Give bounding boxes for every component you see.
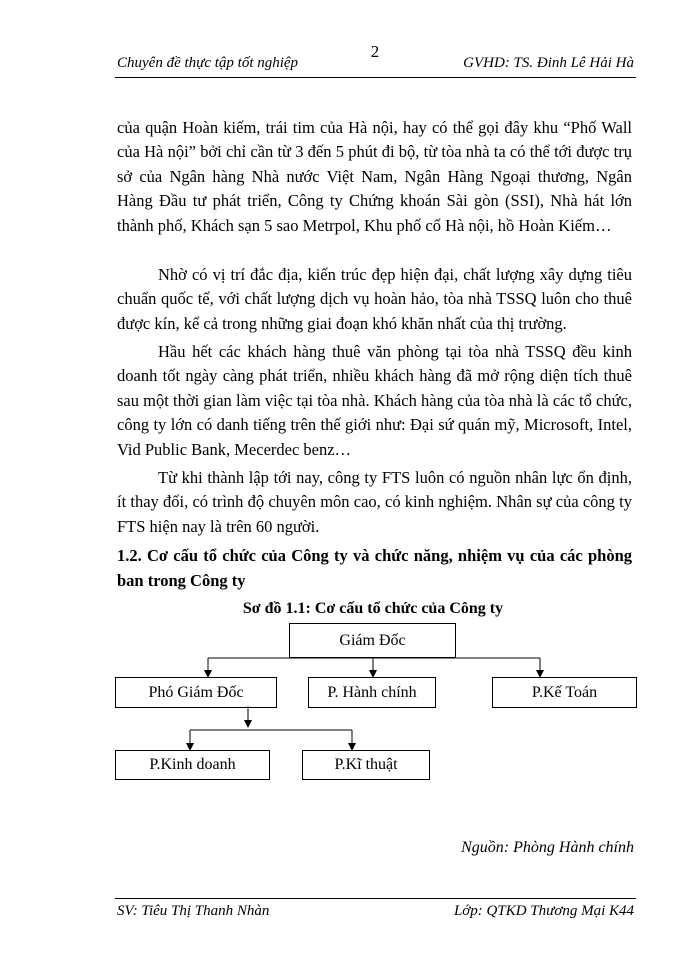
paragraph-3: Hầu hết các khách hàng thuê văn phòng tại tòa nhà TSSQ đều kinh doanh tốt ngày càng phát triển, nhiều khách hàng đã mở rộng diện tích thuê sau một thời gian làm việc tại tòa nhà. Khách hàng của tòa nhà là các tổ chức, công ty lớn có danh tiếng trên thế giới như: Đại sứ quán mỹ, Microsoft, Intel, Vid Public Bank, Mecerdec benz… [117,342,632,459]
paragraph-2: Nhờ có vị trí đắc địa, kiến trúc đẹp hiện đại, chất lượng xây dựng tiêu chuẩn quốc tế, với chất lượng dịch vụ hoàn hảo, tòa nhà TSSQ luôn cho thuê được kín, kể cả trong những giai đoạn khó khăn nhất của thị trường. [117,265,632,333]
section-heading: 1.2. Cơ cấu tổ chức của Công ty và chức năng, nhiệm vụ của các phòng ban trong Công ty [117,546,632,590]
node-vice-director: Phó Giám Đốc [115,677,277,708]
node-accounting: P.Kế Toán [492,677,637,708]
footer-right: Lớp: QTKD Thương Mại K44 [453,903,634,919]
paragraph-1: của quận Hoàn kiếm, trái tim của Hà nội, hay có thể gọi đây khu “Phố Wall của Hà nội” bởi chỉ cần từ 3 đến 5 phút đi bộ, từ tòa nhà ta có thể tới được trụ sở của Ngân hàng Nhà nước Việt Nam, Ngân Hàng Ngoại thương, Ngân Hàng Đầu tư phát triển, Công ty Chứng khoán Sài gòn (SSI), Nhà hát lớn thành phố, Khách sạn 5 sao Metrpol, Khu phố cổ Hà nội, hồ Hoàn Kiếm… [117,118,632,235]
diagram-caption: Sơ đồ 1.1: Cơ cấu tổ chức của Công ty [242,600,504,617]
footer-divider [115,898,636,899]
node-admin: P. Hành chính [308,677,436,708]
source-note: Nguồn: Phòng Hành chính [461,839,634,856]
node-business: P.Kinh doanh [115,750,270,780]
node-technical: P.Kĩ thuật [302,750,430,780]
header-left: Chuyên đề thực tập tốt nghiệp [117,55,299,71]
footer-left: SV: Tiêu Thị Thanh Nhàn [117,903,270,919]
node-director: Giám Đốc [289,623,456,658]
header-right: GVHD: TS. Đinh Lê Hải Hà [463,55,634,71]
paragraph-4: Từ khi thành lập tới nay, công ty FTS luôn có nguồn nhân lực ổn định, ít thay đổi, có trình độ chuyên môn cao, có kinh nghiệm. Nhân sự của công ty FTS hiện nay là trên 60 người. [117,468,632,536]
page-number: 2 [370,42,380,61]
